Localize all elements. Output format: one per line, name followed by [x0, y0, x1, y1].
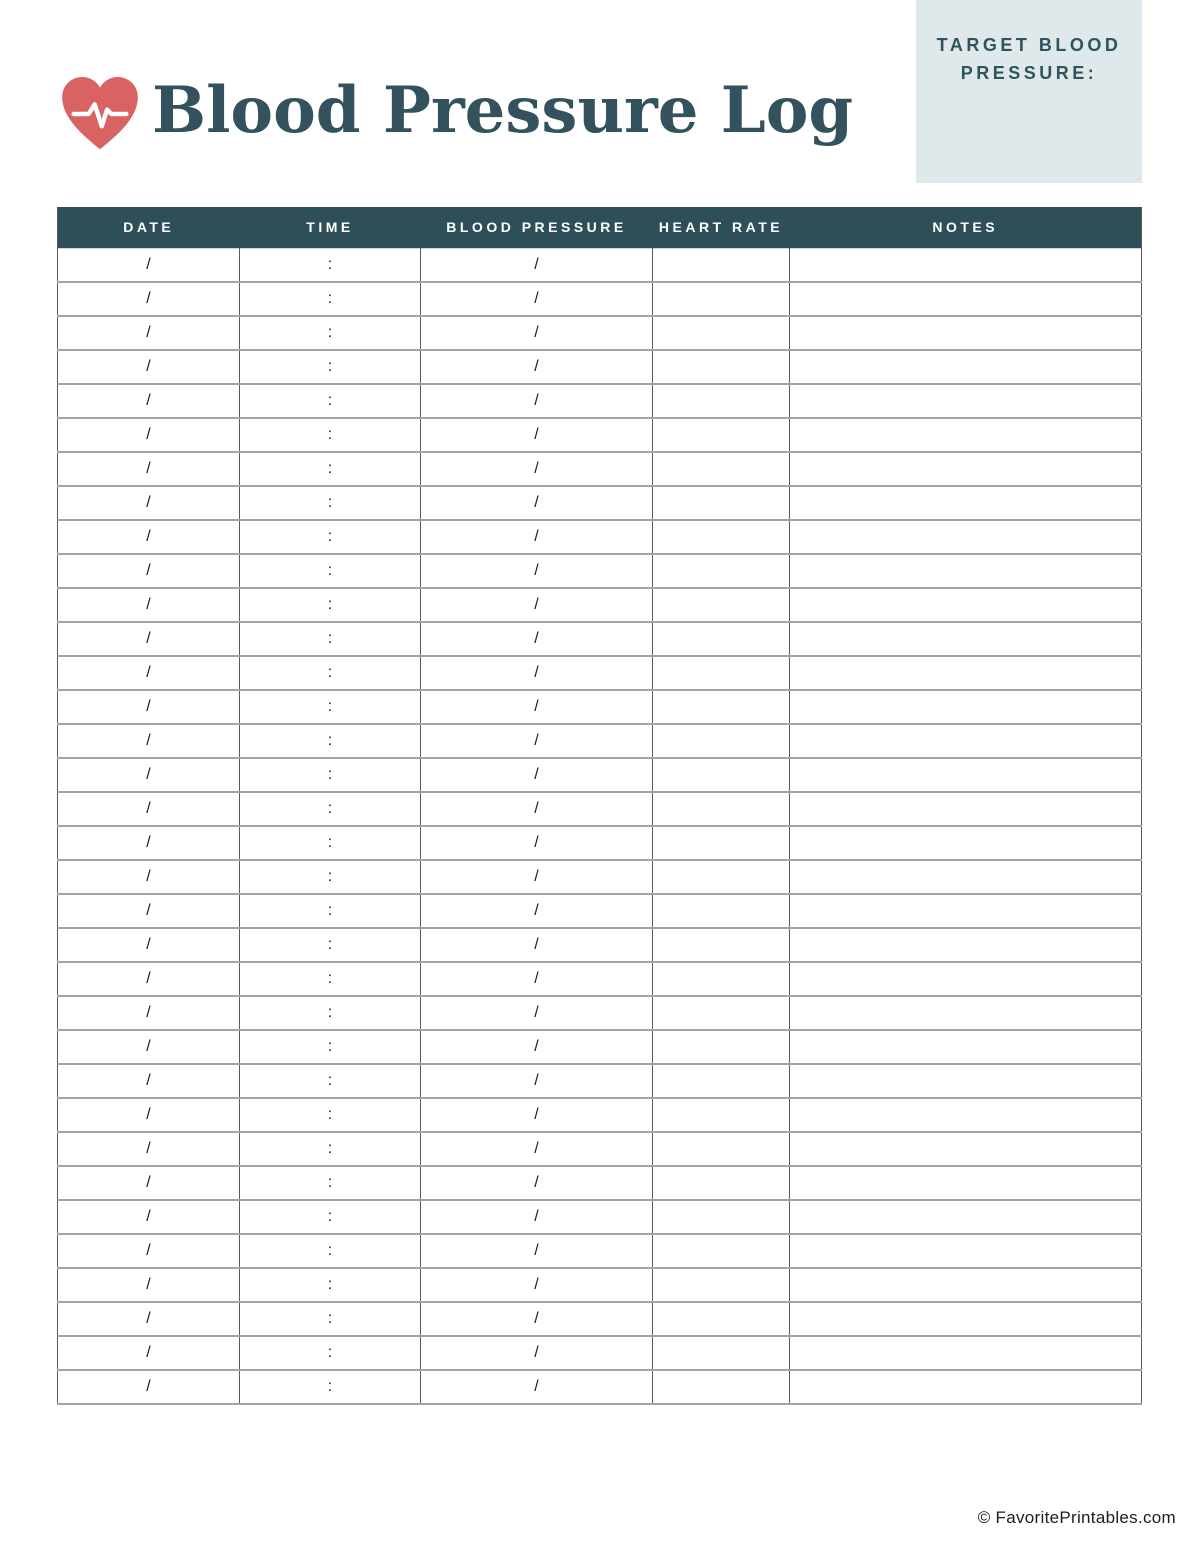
- cell-blood-pressure: /: [421, 996, 653, 1030]
- cell-heart-rate: [653, 826, 790, 860]
- cell-date: /: [58, 656, 240, 690]
- cell-date: /: [58, 282, 240, 316]
- cell-blood-pressure: /: [421, 1336, 653, 1370]
- table-row: [58, 860, 1142, 894]
- table-row: [58, 1064, 1142, 1098]
- cell-blood-pressure: /: [421, 1268, 653, 1302]
- cell-notes: [790, 928, 1142, 962]
- cell-blood-pressure: /: [421, 1200, 653, 1234]
- table-row: [58, 1370, 1142, 1404]
- cell-notes: [790, 486, 1142, 520]
- cell-time: :: [240, 928, 421, 962]
- table-row: [58, 690, 1142, 724]
- cell-blood-pressure: /: [421, 1166, 653, 1200]
- table-row: [58, 554, 1142, 588]
- cell-heart-rate: [653, 520, 790, 554]
- cell-notes: [790, 316, 1142, 350]
- cell-date: /: [58, 486, 240, 520]
- cell-notes: [790, 350, 1142, 384]
- target-blood-pressure-label: TARGET BLOOD PRESSURE:: [936, 35, 1122, 83]
- table-row: [58, 622, 1142, 656]
- cell-blood-pressure: /: [421, 452, 653, 486]
- cell-date: /: [58, 690, 240, 724]
- cell-heart-rate: [653, 622, 790, 656]
- cell-time: :: [240, 1098, 421, 1132]
- table-row: [58, 384, 1142, 418]
- cell-blood-pressure: /: [421, 1064, 653, 1098]
- cell-blood-pressure: /: [421, 724, 653, 758]
- page-title: Blood Pressure Log: [152, 73, 854, 148]
- cell-heart-rate: [653, 962, 790, 996]
- cell-date: /: [58, 1336, 240, 1370]
- cell-heart-rate: [653, 282, 790, 316]
- cell-notes: [790, 588, 1142, 622]
- cell-time: :: [240, 1336, 421, 1370]
- title-group: [56, 70, 853, 158]
- cell-blood-pressure: /: [421, 962, 653, 996]
- cell-time: :: [240, 656, 421, 690]
- cell-notes: [790, 1268, 1142, 1302]
- table-row: [58, 452, 1142, 486]
- cell-date: /: [58, 588, 240, 622]
- cell-heart-rate: [653, 860, 790, 894]
- cell-notes: [790, 1132, 1142, 1166]
- cell-time: :: [240, 384, 421, 418]
- cell-date: /: [58, 350, 240, 384]
- table-row: [58, 792, 1142, 826]
- cell-heart-rate: [653, 1166, 790, 1200]
- cell-notes: [790, 758, 1142, 792]
- cell-heart-rate: [653, 350, 790, 384]
- cell-time: :: [240, 486, 421, 520]
- cell-time: :: [240, 894, 421, 928]
- cell-blood-pressure: /: [421, 384, 653, 418]
- cell-time: :: [240, 1268, 421, 1302]
- cell-time: :: [240, 724, 421, 758]
- cell-heart-rate: [653, 690, 790, 724]
- cell-blood-pressure: /: [421, 928, 653, 962]
- table-row: [58, 826, 1142, 860]
- cell-time: :: [240, 350, 421, 384]
- cell-notes: [790, 622, 1142, 656]
- cell-heart-rate: [653, 418, 790, 452]
- cell-date: /: [58, 962, 240, 996]
- cell-notes: [790, 1336, 1142, 1370]
- target-blood-pressure-box: [916, 0, 1142, 183]
- cell-notes: [790, 1064, 1142, 1098]
- cell-blood-pressure: /: [421, 588, 653, 622]
- cell-date: /: [58, 1234, 240, 1268]
- cell-date: /: [58, 1166, 240, 1200]
- cell-date: /: [58, 1098, 240, 1132]
- cell-heart-rate: [653, 894, 790, 928]
- cell-heart-rate: [653, 1370, 790, 1404]
- cell-time: :: [240, 622, 421, 656]
- heart-ekg-icon: [56, 70, 144, 158]
- cell-notes: [790, 860, 1142, 894]
- cell-heart-rate: [653, 758, 790, 792]
- cell-heart-rate: [653, 554, 790, 588]
- cell-date: /: [58, 1030, 240, 1064]
- table-row: [58, 418, 1142, 452]
- table-row: [58, 1132, 1142, 1166]
- cell-time: :: [240, 554, 421, 588]
- cell-notes: [790, 1302, 1142, 1336]
- cell-date: /: [58, 826, 240, 860]
- cell-blood-pressure: /: [421, 316, 653, 350]
- cell-time: :: [240, 1302, 421, 1336]
- cell-date: /: [58, 1064, 240, 1098]
- column-header-date: DATE: [58, 207, 240, 248]
- cell-blood-pressure: /: [421, 282, 653, 316]
- cell-notes: [790, 384, 1142, 418]
- cell-notes: [790, 282, 1142, 316]
- cell-blood-pressure: /: [421, 486, 653, 520]
- cell-notes: [790, 894, 1142, 928]
- cell-notes: [790, 248, 1142, 282]
- cell-time: :: [240, 758, 421, 792]
- cell-heart-rate: [653, 1336, 790, 1370]
- column-header-heart-rate: HEART RATE: [653, 207, 790, 248]
- table-row: [58, 1166, 1142, 1200]
- cell-notes: [790, 554, 1142, 588]
- table-row: [58, 1268, 1142, 1302]
- page-header: [0, 0, 1200, 207]
- table-header: [58, 207, 1142, 248]
- table-row: [58, 248, 1142, 282]
- cell-notes: [790, 452, 1142, 486]
- cell-blood-pressure: /: [421, 418, 653, 452]
- cell-notes: [790, 418, 1142, 452]
- table-row: [58, 350, 1142, 384]
- table-row: [58, 316, 1142, 350]
- cell-blood-pressure: /: [421, 792, 653, 826]
- cell-notes: [790, 690, 1142, 724]
- table-row: [58, 1200, 1142, 1234]
- table-row: [58, 962, 1142, 996]
- cell-blood-pressure: /: [421, 656, 653, 690]
- table-row: [58, 1030, 1142, 1064]
- table-row: [58, 1098, 1142, 1132]
- cell-heart-rate: [653, 1098, 790, 1132]
- cell-date: /: [58, 1200, 240, 1234]
- cell-notes: [790, 1030, 1142, 1064]
- table-row: [58, 656, 1142, 690]
- cell-time: :: [240, 1132, 421, 1166]
- cell-time: :: [240, 1200, 421, 1234]
- cell-blood-pressure: /: [421, 860, 653, 894]
- cell-heart-rate: [653, 384, 790, 418]
- cell-time: :: [240, 860, 421, 894]
- cell-blood-pressure: /: [421, 350, 653, 384]
- column-header-time: TIME: [240, 207, 421, 248]
- cell-time: :: [240, 826, 421, 860]
- blood-pressure-log-table: [57, 207, 1142, 1405]
- cell-notes: [790, 1234, 1142, 1268]
- cell-date: /: [58, 384, 240, 418]
- cell-heart-rate: [653, 1030, 790, 1064]
- cell-time: :: [240, 588, 421, 622]
- cell-date: /: [58, 724, 240, 758]
- cell-heart-rate: [653, 996, 790, 1030]
- cell-heart-rate: [653, 316, 790, 350]
- cell-heart-rate: [653, 656, 790, 690]
- cell-time: :: [240, 418, 421, 452]
- cell-date: /: [58, 418, 240, 452]
- cell-heart-rate: [653, 1268, 790, 1302]
- log-table-body: [58, 248, 1142, 1404]
- cell-notes: [790, 1166, 1142, 1200]
- table-row: [58, 758, 1142, 792]
- cell-date: /: [58, 1268, 240, 1302]
- cell-date: /: [58, 860, 240, 894]
- cell-date: /: [58, 1302, 240, 1336]
- cell-heart-rate: [653, 1200, 790, 1234]
- cell-time: :: [240, 1166, 421, 1200]
- cell-blood-pressure: /: [421, 1098, 653, 1132]
- table-row: [58, 520, 1142, 554]
- cell-time: :: [240, 1370, 421, 1404]
- cell-time: :: [240, 792, 421, 826]
- table-row: [58, 588, 1142, 622]
- cell-time: :: [240, 520, 421, 554]
- cell-time: :: [240, 1234, 421, 1268]
- cell-date: /: [58, 622, 240, 656]
- cell-date: /: [58, 248, 240, 282]
- cell-time: :: [240, 1030, 421, 1064]
- cell-date: /: [58, 1132, 240, 1166]
- cell-heart-rate: [653, 452, 790, 486]
- cell-date: /: [58, 792, 240, 826]
- cell-heart-rate: [653, 928, 790, 962]
- table-row: [58, 282, 1142, 316]
- cell-notes: [790, 656, 1142, 690]
- cell-date: /: [58, 1370, 240, 1404]
- cell-blood-pressure: /: [421, 826, 653, 860]
- cell-notes: [790, 826, 1142, 860]
- table-row: [58, 996, 1142, 1030]
- cell-date: /: [58, 520, 240, 554]
- cell-heart-rate: [653, 1234, 790, 1268]
- copyright-credit: © FavoritePrintables.com: [977, 1508, 1176, 1527]
- cell-date: /: [58, 996, 240, 1030]
- cell-blood-pressure: /: [421, 690, 653, 724]
- cell-notes: [790, 1098, 1142, 1132]
- cell-blood-pressure: /: [421, 1234, 653, 1268]
- cell-heart-rate: [653, 588, 790, 622]
- table-row: [58, 486, 1142, 520]
- cell-blood-pressure: /: [421, 622, 653, 656]
- cell-heart-rate: [653, 1302, 790, 1336]
- cell-time: :: [240, 962, 421, 996]
- table-row: [58, 1234, 1142, 1268]
- cell-blood-pressure: /: [421, 1132, 653, 1166]
- cell-time: :: [240, 452, 421, 486]
- cell-blood-pressure: /: [421, 1302, 653, 1336]
- cell-notes: [790, 792, 1142, 826]
- cell-blood-pressure: /: [421, 248, 653, 282]
- cell-notes: [790, 1370, 1142, 1404]
- cell-notes: [790, 724, 1142, 758]
- cell-date: /: [58, 452, 240, 486]
- table-row: [58, 894, 1142, 928]
- cell-date: /: [58, 554, 240, 588]
- cell-heart-rate: [653, 486, 790, 520]
- cell-heart-rate: [653, 724, 790, 758]
- cell-time: :: [240, 1064, 421, 1098]
- table-row: [58, 1302, 1142, 1336]
- cell-date: /: [58, 928, 240, 962]
- cell-notes: [790, 520, 1142, 554]
- table-row: [58, 928, 1142, 962]
- cell-heart-rate: [653, 792, 790, 826]
- table-row: [58, 1336, 1142, 1370]
- cell-time: :: [240, 248, 421, 282]
- cell-notes: [790, 962, 1142, 996]
- cell-notes: [790, 996, 1142, 1030]
- cell-date: /: [58, 758, 240, 792]
- cell-time: :: [240, 282, 421, 316]
- cell-time: :: [240, 690, 421, 724]
- cell-date: /: [58, 894, 240, 928]
- cell-blood-pressure: /: [421, 554, 653, 588]
- cell-heart-rate: [653, 248, 790, 282]
- cell-date: /: [58, 316, 240, 350]
- column-header-notes: NOTES: [790, 207, 1142, 248]
- cell-blood-pressure: /: [421, 1030, 653, 1064]
- table-row: [58, 724, 1142, 758]
- cell-time: :: [240, 996, 421, 1030]
- cell-notes: [790, 1200, 1142, 1234]
- cell-heart-rate: [653, 1064, 790, 1098]
- cell-blood-pressure: /: [421, 894, 653, 928]
- cell-time: :: [240, 316, 421, 350]
- cell-blood-pressure: /: [421, 520, 653, 554]
- cell-blood-pressure: /: [421, 758, 653, 792]
- cell-heart-rate: [653, 1132, 790, 1166]
- cell-blood-pressure: /: [421, 1370, 653, 1404]
- column-header-blood-pressure: BLOOD PRESSURE: [421, 207, 653, 248]
